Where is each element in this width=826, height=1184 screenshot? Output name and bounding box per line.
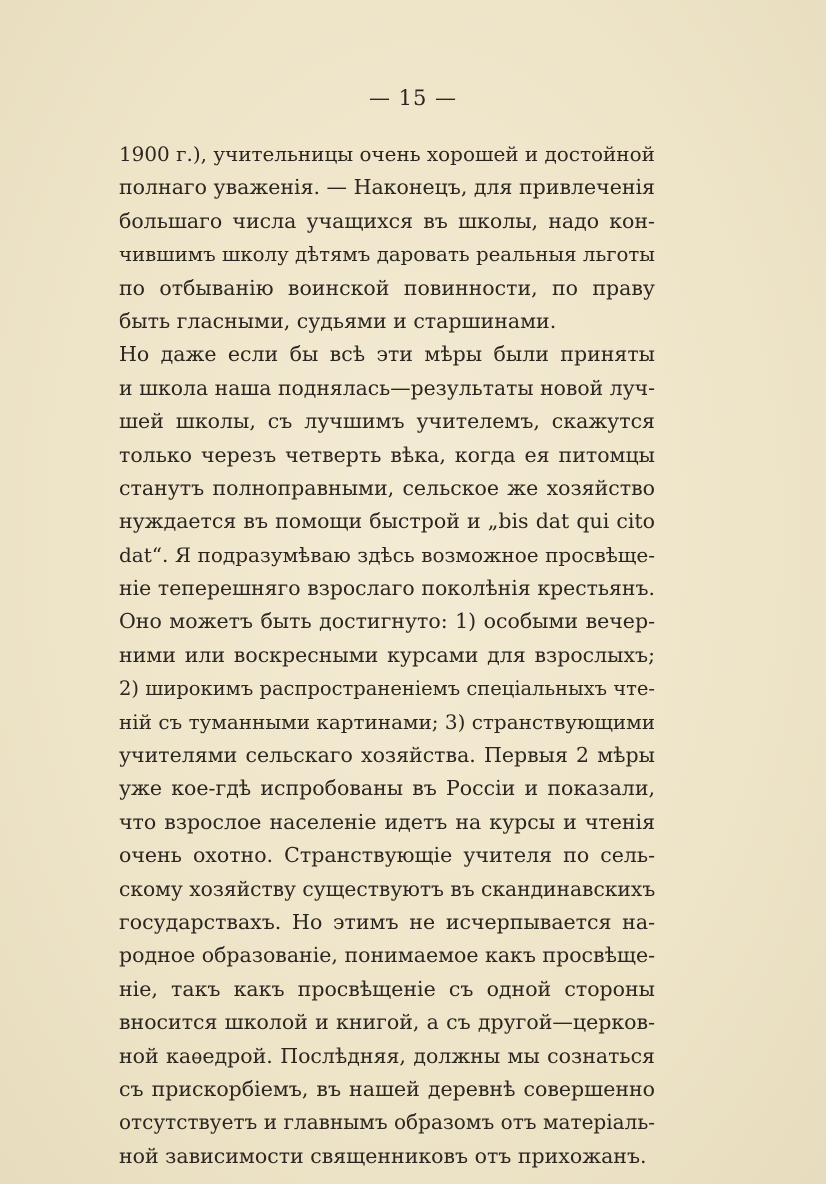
text-line: большаго числа учащихся въ школы, надо кон- (119, 208, 655, 233)
text-line: быть гласными, судьями и старшинами. (119, 308, 557, 333)
text-line: dat“. Я подразумѣваю здѣсь возможное просвѣще- (119, 542, 655, 567)
text-line: ной зависимости священниковъ отъ прихожанъ. (119, 1143, 647, 1168)
text-line: ними или воскресными курсами для взрослыхъ; (119, 642, 655, 667)
text-line: ніе, такъ какъ просвѣщеніе съ одной стороны (119, 976, 655, 1001)
text-line: отсутствуетъ и главнымъ образомъ отъ матеріаль- (119, 1110, 655, 1135)
text-line: только черезъ четверть вѣка, когда ея питомцы (119, 442, 655, 467)
text-line: и школа наша поднялась—результаты новой луч- (119, 375, 655, 400)
text-line: шей школы, съ лучшимъ учителемъ, скажутся (119, 409, 655, 434)
text-line: Но даже если бы всѣ эти мѣры были приняты (119, 342, 655, 367)
body-text (119, 138, 655, 1173)
text-line: по отбыванію воинской повинности, по праву (119, 275, 655, 300)
text-line: полнаго уваженія. — Наконецъ, для привлеченія (119, 175, 655, 200)
text-line: ніе теперешняго взрослаго поколѣнія крестьянъ. (119, 576, 655, 601)
text-line: чившимъ школу дѣтямъ даровать реальныя льготы (119, 243, 655, 267)
text-line: государствахъ. Но этимъ не исчерпывается на- (119, 909, 655, 934)
text-line: уже кое-гдѣ испробованы въ Россіи и показали, (119, 776, 655, 801)
text-line: вносится школой и книгой, а съ другой—церков- (119, 1010, 655, 1035)
text-line: 2) широкимъ распространеніемъ спеціальныхъ чте- (119, 677, 655, 701)
text-line: учителями сельскаго хозяйства. Первыя 2 мѣры (119, 743, 655, 768)
text-line: родное образованіе, понимаемое какъ просвѣще- (119, 943, 656, 968)
text-line: что взрослое населеніе идетъ на курсы и чтенія (119, 809, 655, 834)
text-line: очень охотно. Странствующіе учителя по сель- (119, 843, 655, 868)
text-line: скому хозяйству существуютъ въ скандинавскихъ (119, 876, 656, 901)
text-line: ной каѳедрой. Послѣдняя, должны мы сознаться (119, 1043, 655, 1068)
text-line: ній съ туманными картинами; 3) странствующими (119, 709, 655, 734)
page-number: — 15 — (368, 86, 458, 110)
text-line: 1900 г.), учительницы очень хорошей и достойной (119, 142, 655, 166)
text-line: станутъ полноправными, сельское же хозяйство (119, 475, 655, 500)
text-line: Оно можетъ быть достигнуто: 1) особыми вечер- (119, 609, 655, 634)
text-line: съ прискорбіемъ, въ нашей деревнѣ совершенно (119, 1076, 655, 1101)
text-line: нуждается въ помощи быстрой и „bis dat qui cito (119, 509, 655, 534)
